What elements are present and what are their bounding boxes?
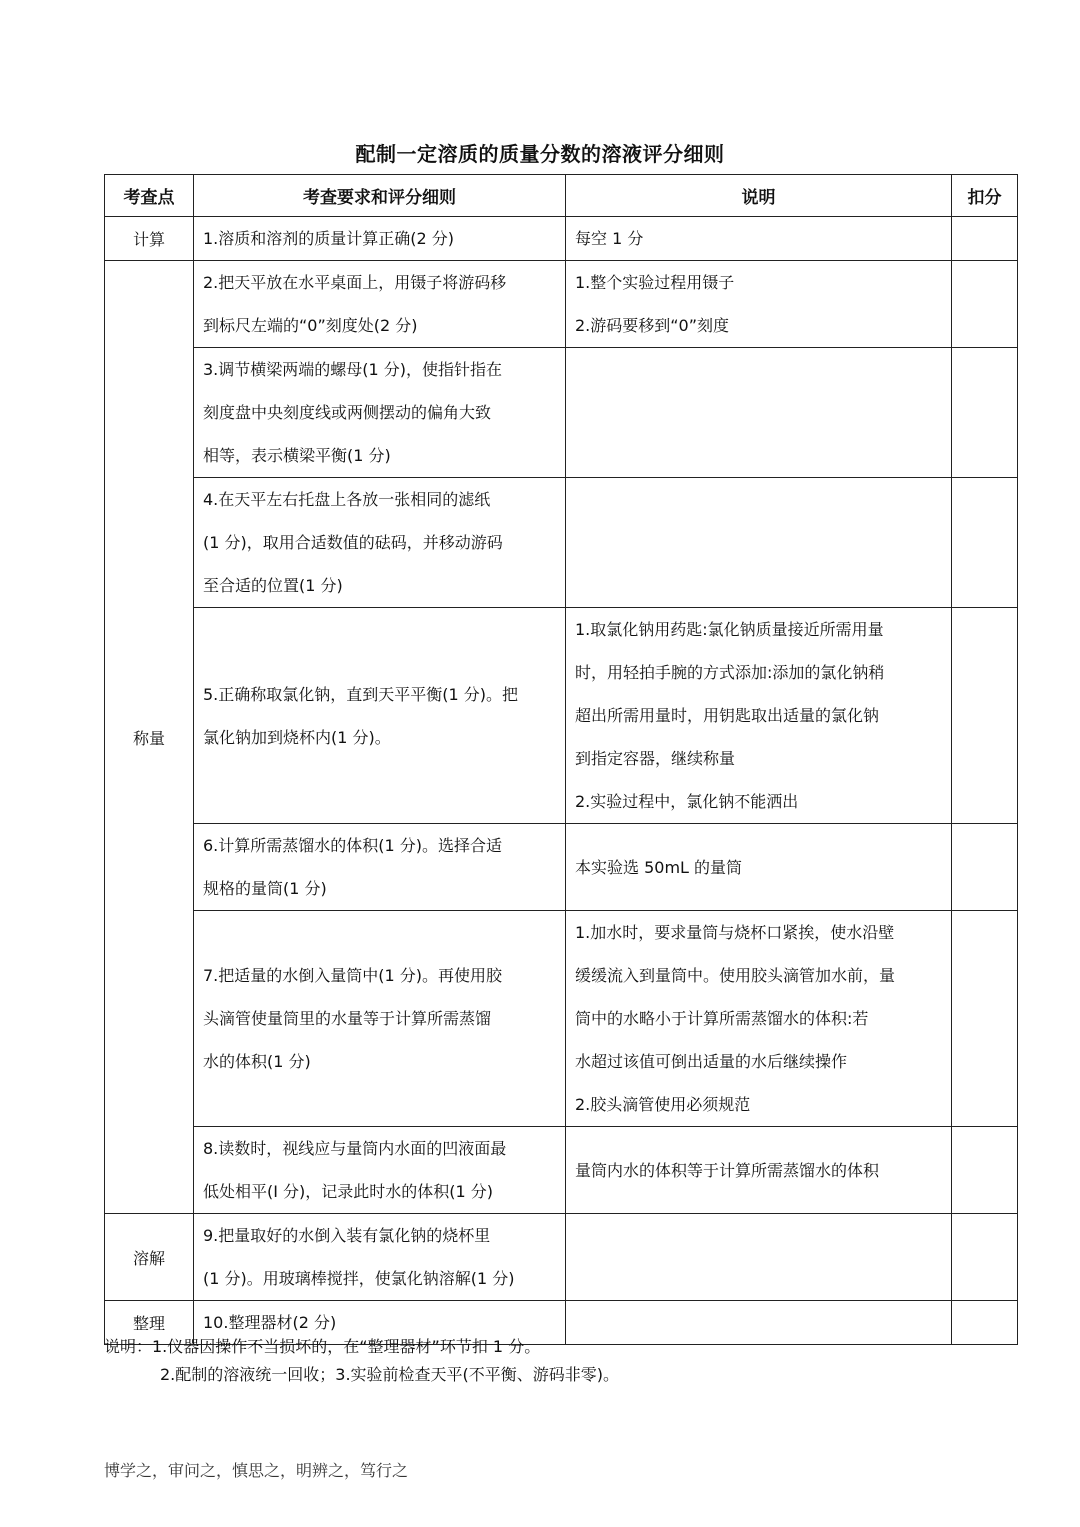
section-weigh: 称量	[105, 261, 194, 1214]
table-row	[105, 911, 1018, 1127]
deduct-cell	[952, 824, 1018, 911]
note-cell: 1.取氯化钠用药匙:氯化钠质量接近所需用量 时，用轻拍手腕的方式添加:添加的氯化钠稍 超出所需用量时，用钥匙取出适量的氯化钠 到指定容器，继续称量 2.实验过程中，氯化钠不能洒出	[566, 608, 952, 824]
deduct-cell	[952, 608, 1018, 824]
table-row	[105, 1214, 1018, 1301]
requirement-cell: 6.计算所需蒸馏水的体积(1 分)。选择合适 规格的量筒(1 分)	[194, 824, 566, 911]
requirement-cell: 10.整理器材(2 分)	[194, 1301, 566, 1345]
requirement-cell: 2.把天平放在水平桌面上，用镊子将游码移 到标尺左端的“0”刻度处(2 分)	[194, 261, 566, 348]
note-cell: 量筒内水的体积等于计算所需蒸馏水的体积	[566, 1127, 952, 1214]
requirement-cell: 1.溶质和溶剂的质量计算正确(2 分)	[194, 217, 566, 261]
note-line-1: 说明：1.仪器因操作不当损坏的，在“整理器材”环节扣 1 分。	[104, 1337, 541, 1356]
table-row	[105, 348, 1018, 478]
note-cell: 每空 1 分	[566, 217, 952, 261]
section-calc: 计算	[105, 217, 194, 261]
note-cell	[566, 1301, 952, 1345]
requirement-cell: 3.调节横梁两端的螺母(1 分)，使指针指在 刻度盘中央刻度线或两侧摆动的偏角大致 相等，表示横梁平衡(1 分)	[194, 348, 566, 478]
table-row	[105, 1127, 1018, 1214]
footer-motto: 博学之，审问之，慎思之，明辨之，笃行之	[104, 1461, 409, 1480]
deduct-cell	[952, 1214, 1018, 1301]
document-title: 配制一定溶质的质量分数的溶液评分细则	[355, 142, 725, 166]
note-line-2: 2.配制的溶液统一回收；3.实验前检查天平(不平衡、游码非零)。	[160, 1365, 620, 1384]
requirement-cell: 7.把适量的水倒入量筒中(1 分)。再使用胶 头滴管使量筒里的水量等于计算所需蒸馏 水的体积(1 分)	[194, 911, 566, 1127]
table-row	[105, 478, 1018, 608]
table-header-row	[105, 175, 1018, 217]
note-cell	[566, 1214, 952, 1301]
deduct-cell	[952, 217, 1018, 261]
table-row	[105, 608, 1018, 824]
requirement-cell: 4.在天平左右托盘上各放一张相同的滤纸 (1 分)，取用合适数值的砝码，并移动游码 至合适的位置(1 分)	[194, 478, 566, 608]
deduct-cell	[952, 1301, 1018, 1345]
table-row	[105, 261, 1018, 348]
deduct-cell	[952, 911, 1018, 1127]
section-dissolve: 溶解	[105, 1214, 194, 1301]
table-row	[105, 217, 1018, 261]
section-tidy: 整理	[105, 1301, 194, 1345]
note-cell: 1.整个实验过程用镊子 2.游码要移到“0”刻度	[566, 261, 952, 348]
header-requirement: 考查要求和评分细则	[194, 175, 566, 217]
deduct-cell	[952, 348, 1018, 478]
deduct-cell	[952, 478, 1018, 608]
note-cell: 本实验选 50mL 的量筒	[566, 824, 952, 911]
requirement-cell: 5.正确称取氯化钠，直到天平平衡(1 分)。把 氯化钠加到烧杯内(1 分)。	[194, 608, 566, 824]
deduct-cell	[952, 261, 1018, 348]
requirement-cell: 9.把量取好的水倒入装有氯化钠的烧杯里 (1 分)。用玻璃棒搅拌，使氯化钠溶解(1 分)	[194, 1214, 566, 1301]
table-row	[105, 824, 1018, 911]
note-cell	[566, 348, 952, 478]
note-cell	[566, 478, 952, 608]
header-note: 说明	[566, 175, 952, 217]
header-deduct: 扣分	[952, 175, 1018, 217]
requirement-cell: 8.读数时，视线应与量筒内水面的凹液面最 低处相平(I 分)，记录此时水的体积(1 分)	[194, 1127, 566, 1214]
deduct-cell	[952, 1127, 1018, 1214]
scoring-table	[104, 174, 1018, 1345]
header-point: 考查点	[105, 175, 194, 217]
note-cell: 1.加水时，要求量筒与烧杯口紧挨，使水沿壁 缓缓流入到量筒中。使用胶头滴管加水前，量 筒中的水略小于计算所需蒸馏水的体积:若 水超过该值可倒出适量的水后继续操作 2.胶头滴管使用必须规范	[566, 911, 952, 1127]
notes-block	[104, 1333, 619, 1389]
